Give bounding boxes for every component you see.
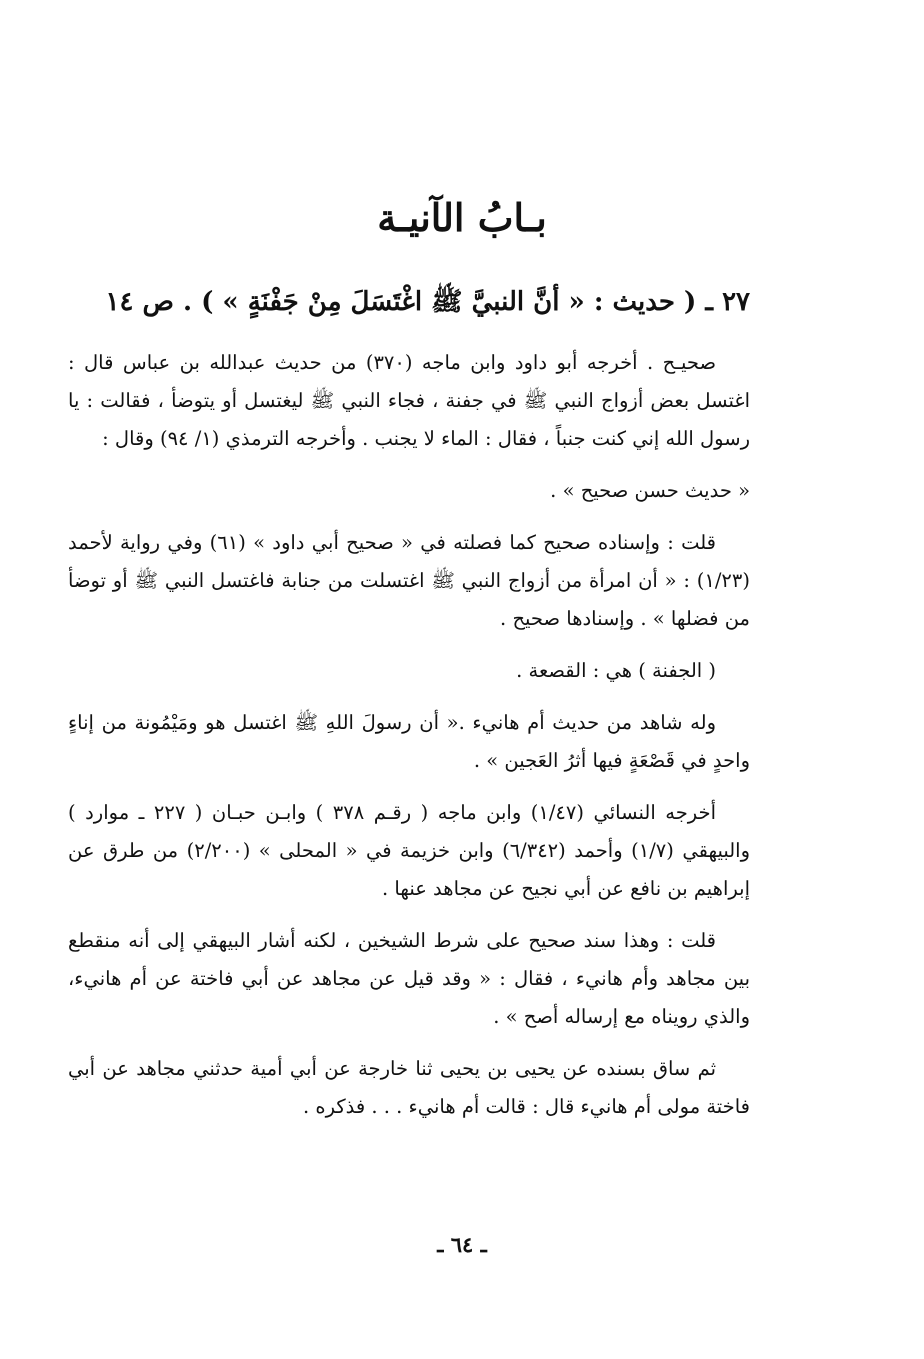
paragraph-chain: ثم ساق بسنده عن يحيى بن يحيى ثنا خارجة عن أبي أمية حدثني مجاهد عن أبي فاختة مولى أم هانيء قال : قالت أم هانيء . . . فذكره . bbox=[68, 1057, 750, 1118]
paragraph-definition: ( الجفنة ) هي : القصعة . bbox=[516, 659, 716, 682]
paragraph-commentary: قلت : وهذا سند صحيح على شرط الشيخين ، لكنه أشار البيهقي إلى أنه منقطع بين مجاهد وأم هانيء ، فقال : « وقد قيل عن مجاهد عن أبي فاختة عن أم هانيء، والذي رويناه مع إرساله أصح » . bbox=[68, 929, 750, 1028]
paragraph-takhrij: صحيـح . أخرجه أبو داود وابن ماجه (٣٧٠) من حديث عبدالله بن عباس قال : اغتسل بعض أزواج النبي ﷺ في جفنة ، فجاء النبي ﷺ ليغتسل أو يتوضأ ، فقالت : يا رسول الله إني كنت جنباً ، فقال : الماء لا يجنب . وأخرجه الترمذي (١/ ٩٤) وقال : bbox=[68, 351, 750, 450]
page-body bbox=[68, 280, 750, 1140]
paragraph-isnad: قلت : وإسناده صحيح كما فصلته في « صحيح أبي داود » (٦١) وفي رواية لأحمد (١/٢٣) : « أن امرأة من أزواج النبي ﷺ اغتسلت من جنابة فاغتسل النبي ﷺ أو توضأ من فضلها » . وإسنادها صحيح . bbox=[68, 531, 750, 630]
paragraph-quote: « حديث حسن صحيح » . bbox=[550, 479, 750, 502]
paragraph-witness: وله شاهد من حديث أم هانيء .« أن رسولَ اللهِ ﷺ اغتسل هو ومَيْمُونة من إناءٍ واحدٍ في قَصْعَةٍ فيها أثرُ العَجين » . bbox=[68, 711, 750, 772]
page-number: ـ ٦٤ ـ bbox=[437, 1232, 487, 1257]
hadith-heading: ٢٧ ـ ( حديث : « أنَّ النبيَّ ﷺ اغْتَسَلَ مِنْ جَفْنَةٍ » ) . ص ١٤ bbox=[105, 287, 750, 317]
paragraph-sources: أخرجه النسائي (١/٤٧) وابن ماجه ( رقـم ٣٧٨ ) وابـن حبـان ( ٢٢٧ ـ موارد ) والبيهقي (١/٧) وأحمد (٦/٣٤٢) وابن خزيمة في « المحلى » (٢/٢٠٠) من طرق عن إبراهيم بن نافع عن أبي نجيح عن مجاهد عنها . bbox=[68, 801, 750, 900]
chapter-title: بـابُ الآنيـة bbox=[377, 195, 547, 240]
